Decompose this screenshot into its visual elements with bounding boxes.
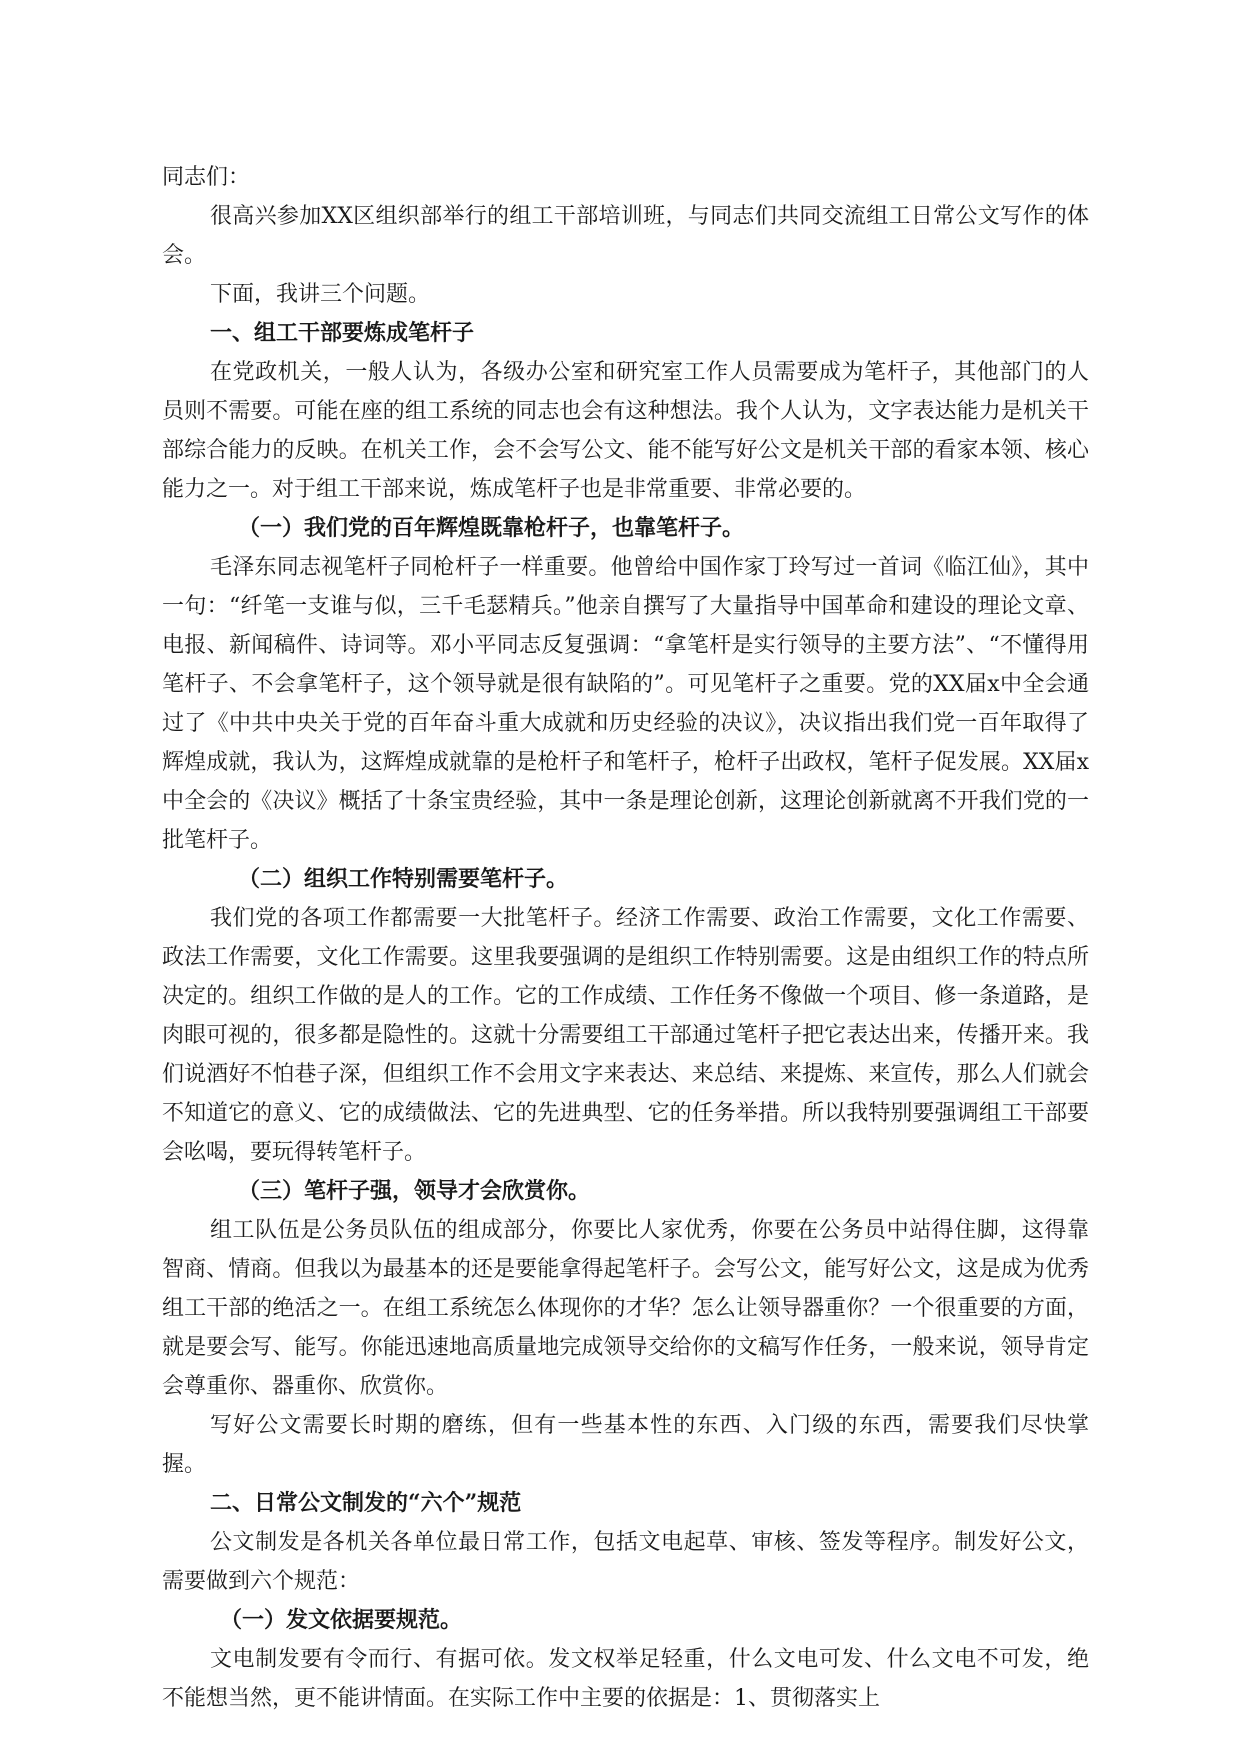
paragraph: 组工队伍是公务员队伍的组成部分，你要比人家优秀，你要在公务员中站得住脚，这得靠智商、情商。但我以为最基本的还是要能拿得起笔杆子。会写公文，能写好公文，这是成为优秀组工干部的绝活之一。在组工系统怎么体现你的才华？怎么让领导器重你？一个很重要的方面，就是要会写、能写。你能迅速地高质量地完成领导交给你的文稿写作任务，一般来说，领导肯定会尊重你、器重你、欣赏你。 <box>162 1218 1089 1399</box>
subsection-heading: （二）组织工作特别需要笔杆子。 <box>238 866 569 892</box>
paragraph: 公文制发是各机关各单位最日常工作，包括文电起草、审核、签发等程序。制发好公文，需要做到六个规范： <box>162 1530 1089 1594</box>
subsection-heading: （一）发文依据要规范。 <box>220 1607 463 1633</box>
paragraph: 写好公文需要长时期的磨练，但有一些基本性的东西、入门级的东西，需要我们尽快掌握。 <box>162 1413 1089 1477</box>
paragraph: 文电制发要有令而行、有据可依。发文权举足轻重，什么文电可发、什么文电不可发，绝不能想当然，更不能讲情面。在实际工作中主要的依据是：1、贯彻落实上 <box>162 1647 1089 1711</box>
subsection-heading: （三）笔杆子强，领导才会欣赏你。 <box>238 1178 591 1204</box>
paragraph-intro: 很高兴参加XX区组织部举行的组工干部培训班，与同志们共同交流组工日常公文写作的体会。 <box>162 204 1089 268</box>
paragraph: 毛泽东同志视笔杆子同枪杆子一样重要。他曾给中国作家丁玲写过一首词《临江仙》，其中一句：“纤笔一支谁与似，三千毛瑟精兵。”他亲自撰写了大量指导中国革命和建设的理论文章、电报、新闻稿件、诗词等。邓小平同志反复强调：“拿笔杆是实行领导的主要方法”、“不懂得用笔杆子、不会拿笔杆子，这个领导就是很有缺陷的”。可见笔杆子之重要。党的XX届x中全会通过了《中共中央关于党的百年奋斗重大成就和历史经验的决议》，决议指出我们党一百年取得了辉煌成就，我认为，这辉煌成就靠的是枪杆子和笔杆子，枪杆子出政权，笔杆子促发展。XX届x中全会的《决议》概括了十条宝贵经验，其中一条是理论创新，这理论创新就离不开我们党的一批笔杆子。 <box>162 555 1089 853</box>
document-body <box>162 158 1089 1718</box>
section-heading-2: 二、日常公文制发的“六个”规范 <box>210 1490 522 1516</box>
section-heading-1: 一、组工干部要炼成笔杆子 <box>210 320 475 346</box>
paragraph: 在党政机关，一般人认为，各级办公室和研究室工作人员需要成为笔杆子，其他部门的人员则不需要。可能在座的组工系统的同志也会有这种想法。我个人认为，文字表达能力是机关干部综合能力的反映。在机关工作，会不会写公文、能不能写好公文是机关干部的看家本领、核心能力之一。对于组工干部来说，炼成笔杆子也是非常重要、非常必要的。 <box>162 360 1089 502</box>
paragraph: 我们党的各项工作都需要一大批笔杆子。经济工作需要、政治工作需要，文化工作需要、政法工作需要，文化工作需要。这里我要强调的是组织工作特别需要。这是由组织工作的特点所决定的。组织工作做的是人的工作。它的工作成绩、工作任务不像做一个项目、修一条道路，是肉眼可视的，很多都是隐性的。这就十分需要组工干部通过笔杆子把它表达出来，传播开来。我们说酒好不怕巷子深，但组织工作不会用文字来表达、来总结、来提炼、来宣传，那么人们就会不知道它的意义、它的成绩做法、它的先进典型、它的任务举措。所以我特别要强调组工干部要会吆喝，要玩得转笔杆子。 <box>162 906 1089 1165</box>
subsection-heading: （一）我们党的百年辉煌既靠枪杆子，也靠笔杆子。 <box>238 515 745 541</box>
paragraph-outline: 下面，我讲三个问题。 <box>210 282 431 307</box>
salutation: 同志们： <box>162 165 251 190</box>
